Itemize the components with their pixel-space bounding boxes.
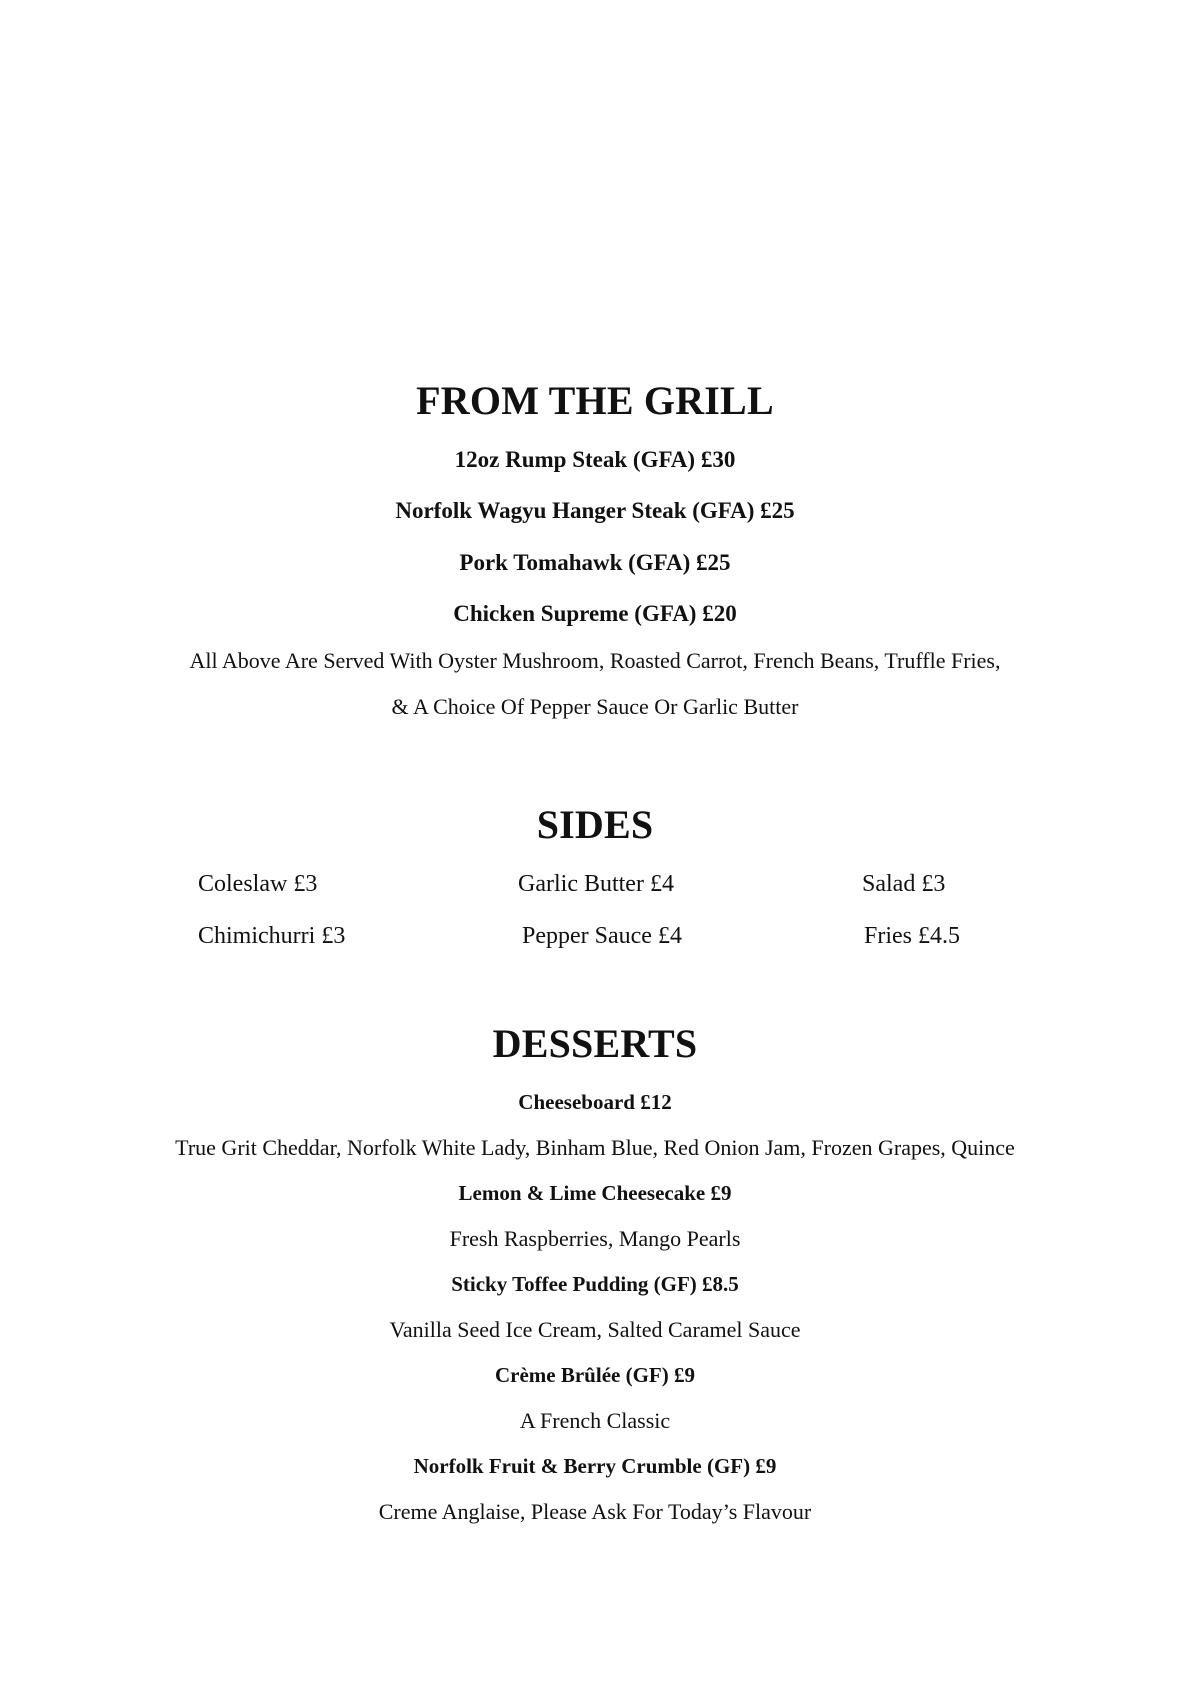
- side-item: Fries £4.5: [864, 923, 960, 949]
- side-item: Salad £3: [862, 871, 946, 897]
- side-item: Garlic Butter £4: [518, 871, 674, 897]
- dessert-desc: Vanilla Seed Ice Cream, Salted Caramel Sauce: [389, 1317, 801, 1342]
- grill-note-line1: All Above Are Served With Oyster Mushroom, Roasted Carrot, French Beans, Truffle Fries,: [189, 648, 1001, 673]
- grill-item: Norfolk Wagyu Hanger Steak (GFA) £25: [395, 498, 795, 523]
- sides-heading: SIDES: [536, 802, 654, 847]
- side-item: Chimichurri £3: [198, 923, 346, 949]
- dessert-name: Sticky Toffee Pudding (GF) £8.5: [451, 1272, 739, 1296]
- grill-item: 12oz Rump Steak (GFA) £30: [454, 447, 736, 472]
- desserts-heading: DESSERTS: [492, 1021, 698, 1066]
- dessert-desc: Fresh Raspberries, Mango Pearls: [449, 1226, 741, 1251]
- dessert-name: Cheeseboard £12: [518, 1090, 672, 1114]
- dessert-desc: True Grit Cheddar, Norfolk White Lady, Binham Blue, Red Onion Jam, Frozen Grapes, Quince: [175, 1135, 1015, 1160]
- grill-item: Pork Tomahawk (GFA) £25: [459, 550, 731, 575]
- side-item: Pepper Sauce £4: [522, 923, 682, 949]
- dessert-name: Crème Brûlée (GF) £9: [494, 1363, 695, 1387]
- dessert-name: Lemon & Lime Cheesecake £9: [458, 1181, 732, 1205]
- grill-item: Chicken Supreme (GFA) £20: [453, 601, 737, 626]
- grill-note-line2: & A Choice Of Pepper Sauce Or Garlic Butter: [391, 694, 799, 719]
- dessert-desc: A French Classic: [519, 1408, 671, 1433]
- side-item: Coleslaw £3: [198, 871, 318, 897]
- dessert-desc: Creme Anglaise, Please Ask For Today’s Flavour: [378, 1499, 812, 1524]
- dessert-name: Norfolk Fruit & Berry Crumble (GF) £9: [413, 1454, 777, 1478]
- grill-heading: FROM THE GRILL: [416, 378, 774, 423]
